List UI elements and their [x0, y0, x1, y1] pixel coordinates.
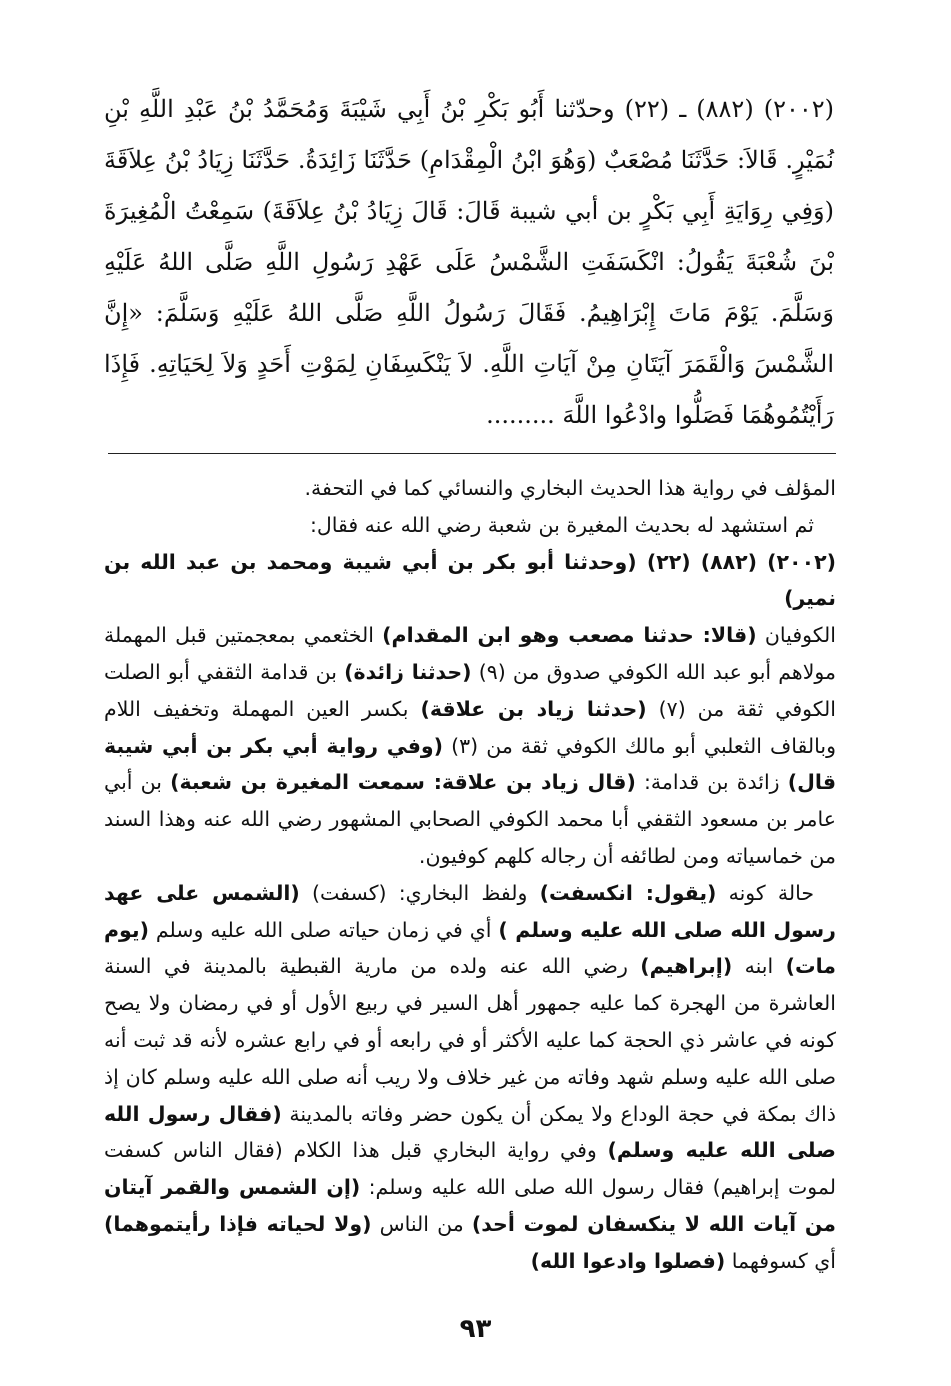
quoted-segment: (فصلوا وادعوا الله) — [530, 1248, 726, 1273]
text-segment: بكسر العين المهملة وتخفيف اللام وبالقاف الثعلبي أبو مالك الكوفي ثقة من (٣) — [104, 696, 836, 758]
text-segment: الخثعمي بمعجمتين قبل المهملة مولاهم أبو عبد الله الكوفي صدوق من (٩) — [104, 623, 837, 684]
quoted-segment: (حدثنا زائدة) — [344, 659, 472, 684]
quoted-segment: (ولا لحياته فإذا رأيتموهما) — [104, 1211, 372, 1236]
text-segment: رضي الله عنه ولده من مارية القبطية بالمدينة في السنة العاشرة من الهجرة كما عليه جمهور أهل السير في ربيع الأول أو في رمضان ولا يصح كونه في عاشر ذي الحجة كما عليه الأكثر أو في رابعه أو في رابع عشره لأنه قد ثبت أنه صلى الله عليه وسلم شهد وفاته من غير خلاف ولا ريب أنه صلى الله عليه وسلم كان إذ ذاك بمكة في حجة الوداع ولا يمكن أن يكون حضر وفاته بالمدينة — [104, 954, 837, 1126]
quoted-segment: (حدثنا زياد بن علاقة) — [420, 696, 647, 721]
text-segment: وفي رواية البخاري قبل هذا الكلام (فقال الناس كسفت لموت إبراهيم) فقال رسول الله صلى الله عليه وسلم: — [104, 1138, 836, 1200]
quoted-segment: (إبراهيم) — [640, 954, 733, 979]
text-segment: بن أبي عامر بن مسعود الثقفي أبا محمد الكوفي الصحابي المشهور رضي الله عنه وهذا السند من خماسياته ومن لطائفه أن رجاله كلهم كوفيون. — [104, 770, 836, 868]
text-segment: الكوفيان — [756, 623, 837, 648]
commentary-isnad-heading: (٢٠٠٢) (٨٨٢) (٢٢) (وحدثنا أبو بكر بن أبي شيبة ومحمد بن عبد الله بن نمير) — [104, 549, 836, 611]
commentary-istishhad-line: ثم استشهد له بحديث المغيرة بن شعبة رضي الله عنه فقال: — [309, 512, 814, 537]
commentary-matn-paragraph — [104, 875, 836, 1280]
hadith-text: (٢٠٠٢) (٨٨٢) ـ (٢٢) وحدّثنا أَبُو بَكْرِ بْنُ أَبِي شَيْبَةَ وَمُحَمَّدُ بْنُ عَبْدِ اللَّهِ بْنِ نُمَيْرٍ. قَالاَ: حَدَّثَنَا مُصْعَبٌ (وَهُوَ ابْنُ الْمِقْدَامِ) حَدَّثَنَا زَائِدَةُ. حَدَّثَنَا زِيَادُ بْنُ عِلاَقَةَ (وَفِي رِوَايَةِ أَبِي بَكْرٍ بن أبي شيبة قَالَ: قَالَ زِيَادُ بْنُ عِلاَقَةَ) سَمِعْتُ الْمُغِيرَةَ بْنَ شُعْبَةَ يَقُولُ: انْكَسَفَتِ الشَّمْسُ عَلَى عَهْدِ رَسُولِ اللَّهِ صَلَّى اللهُ عَلَيْهِ وَسَلَّمَ. يَوْمَ مَاتَ إِبْرَاهِيمُ. فَقَالَ رَسُولُ اللَّهِ صَلَّى اللهُ عَلَيْهِ وَسَلَّمَ: «إِنَّ الشَّمْسَ وَالْقَمَرَ آيَتَانِ مِنْ آيَاتِ اللَّهِ. لاَ يَنْكَسِفَانِ لِمَوْتِ أَحَدٍ وَلاَ لِحَيَاتِهِ. فَإِذَا رَأَيْتُمُوهُمَا فَصَلُّوا وادْعُوا اللَّهَ ......... — [104, 95, 835, 429]
quoted-segment: (قالا: حدثنا مصعب وهو ابن المقدام) — [382, 623, 757, 648]
commentary-narrators-paragraph — [104, 617, 836, 875]
text-segment: أي في زمان حياته صلى الله عليه وسلم — [148, 917, 499, 942]
text-segment: حالة كونه — [716, 880, 814, 905]
quoted-segment: (الشمس على عهد رسول الله صلى الله عليه وسلم ) — [104, 880, 836, 942]
footnote-divider — [108, 453, 836, 454]
text-segment: زائدة بن قدامة: — [635, 770, 788, 795]
quoted-segment: (وفي رواية أبي بكر بن أبي شيبة قال) — [104, 733, 837, 795]
text-segment: ولفظ البخاري: (كسفت) — [299, 880, 540, 905]
text-segment: أي كسوفهما — [725, 1248, 836, 1273]
quoted-segment: (قال زياد بن علاقة: سمعت المغيرة بن شعبة) — [170, 770, 636, 795]
text-segment: ابنه — [732, 954, 786, 979]
commentary — [104, 470, 836, 1280]
quoted-segment: (يقول: انكسفت) — [539, 880, 717, 905]
quoted-segment: (يوم مات) — [104, 917, 836, 979]
text-segment: بن قدامة الثقفي أبو الصلت الكوفي ثقة من (٧) — [104, 659, 837, 721]
page-number: ٩٣ — [459, 1314, 492, 1344]
quoted-segment: (إن الشمس والقمر آيتان من آيات الله لا ينكسفان لموت أحد) — [104, 1175, 836, 1236]
text-segment: من الناس — [371, 1211, 472, 1236]
commentary-intro-line: المؤلف في رواية هذا الحديث البخاري والنسائي كما في التحفة. — [304, 476, 836, 500]
quoted-segment: (فقال رسول الله صلى الله عليه وسلم) — [104, 1101, 836, 1163]
